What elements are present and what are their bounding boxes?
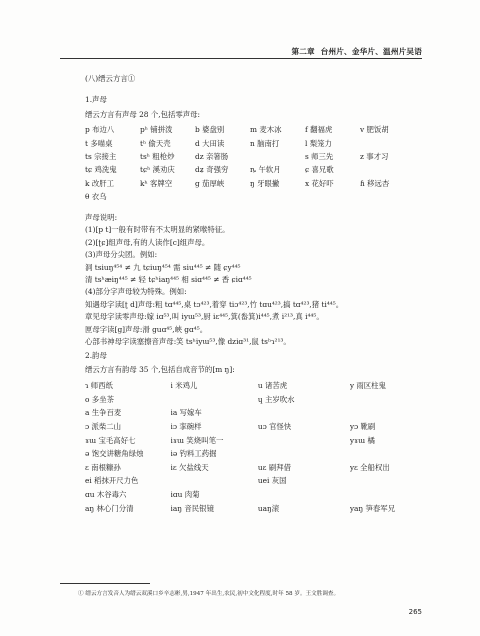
final-cell: yɔ 靴刷 <box>349 422 376 432</box>
finals-row <box>85 406 405 420</box>
initial-cell: θ 衣乌 <box>85 192 107 202</box>
initials-heading: 1.声母 <box>85 95 107 104</box>
initial-cell: kʰ 客牌空 <box>140 178 173 188</box>
final-cell: uaŋ滚 <box>257 503 280 513</box>
initial-cell: b 婆盘别 <box>195 125 225 135</box>
note-line: 声母说明: <box>85 213 118 222</box>
final-cell: ɔ 派柴二山 <box>85 422 122 432</box>
note-line: 知遇母字读[ʈ d]声母:粗 tɑ⁴⁴⁵,桌 tɔ⁴²³,着穿 tiɔ⁴²³,竹 tɑu⁴²³,搞 tɑ⁴²³,猪 ti⁴⁴⁵。 <box>85 299 344 309</box>
initial-cell: d 大田读 <box>195 138 225 148</box>
initial-cell: tɕʰ 溪劝庆 <box>140 165 175 175</box>
finals-row <box>85 461 405 475</box>
final-cell: y 雨区柱鬼 <box>349 381 386 391</box>
initial-cell: t 多喵桌 <box>85 138 113 148</box>
note-line: 洞 tsiuŋ⁴⁵⁴ ≠ 九 tɕiuŋ⁴⁵⁴ 需 siu⁴⁴⁵ ≠ 随 ɕy⁴⁴⁵ <box>85 262 241 272</box>
initial-cell: z 事才习 <box>360 151 389 161</box>
final-cell: ia 写嫁车 <box>170 408 202 418</box>
initials-row <box>85 163 405 176</box>
footnote: ① 缙云方言发音人为缙云双溪口乡辛志彬,男,1947 年出生,农民,初中文化程度,时年 58 岁。王文胜调查。 <box>78 591 340 597</box>
initial-cell: x 花好吓 <box>305 178 334 188</box>
note-line: (2)[ʈɕ]组声母,有的人读作[c]组声母。 <box>85 237 210 247</box>
final-cell: ɤɯ 宝毛高好七 <box>85 435 136 445</box>
final-cell: uɛ 刷拜借 <box>257 462 291 472</box>
final-cell: i 米鸡儿 <box>170 381 198 391</box>
footnote-rule <box>60 583 150 584</box>
note-line: (3)声母分尖团。例如: <box>85 250 158 260</box>
initial-cell: dʑ 奇强穷 <box>195 165 229 175</box>
initials-row <box>85 136 405 149</box>
initials-row <box>85 123 405 136</box>
initial-cell: n 脑南打 <box>250 138 280 148</box>
finals-row <box>85 474 405 488</box>
initial-cell: ɦ 移远杏 <box>360 178 390 188</box>
final-cell: iaŋ 音民银镜 <box>170 503 214 513</box>
initials-row <box>85 150 405 163</box>
final-cell: a 生争百麦 <box>85 408 122 418</box>
finals-row <box>85 420 405 434</box>
finals-heading: 2.韵母 <box>85 351 107 360</box>
finals-row <box>85 433 405 447</box>
note-line: 匣母字读[g]声母:滑 guɑ⁴⁵,峡 gɑ⁴⁵。 <box>85 324 208 334</box>
note-line: 心部书神母字读塞擦音声母:笑 tsʰiyɯ⁵³,像 dziɑ³¹,鼠 tsʰɿ²¹³。 <box>85 337 291 346</box>
final-cell: uei 灰国 <box>257 476 287 486</box>
initials-row <box>85 190 405 203</box>
final-cell: yaŋ 笋春军兄 <box>349 503 396 513</box>
final-cell: ɿ 师西纸 <box>85 381 113 391</box>
running-header <box>288 46 422 57</box>
initial-cell: g 茄厚峡 <box>195 178 225 188</box>
initial-cell: s 师三先 <box>305 151 334 161</box>
final-cell: iɛ 欠盐线天 <box>170 462 209 472</box>
initial-cell: m 麦木冰 <box>250 125 282 135</box>
header-rule <box>60 58 422 59</box>
initial-cell: l 梨笼力 <box>305 138 332 148</box>
finals-table <box>85 379 405 515</box>
final-cell: aŋ 林心门分清 <box>85 503 134 513</box>
final-cell: iɔ 挛碗样 <box>170 422 202 432</box>
initial-cell: k 改肝工 <box>85 178 114 188</box>
final-cell: ei 稻抹开尺力色 <box>85 476 139 486</box>
final-cell: iɑu 肉菊 <box>170 490 200 500</box>
finals-row <box>85 393 405 407</box>
initial-cell: f 翻福虎 <box>305 125 333 135</box>
final-cell: o 多坐茶 <box>85 394 114 404</box>
chapter-label: 第二章 <box>291 47 315 56</box>
finals-row <box>85 379 405 393</box>
finals-row <box>85 501 405 515</box>
initial-cell: ȵ 午软月 <box>250 165 281 175</box>
final-cell: ə 饱交讲糖角绿烛 <box>85 449 144 459</box>
note-line: 章见母字读零声母:嫁 iɑ⁵³,叫 iyɯ⁵³,厨 iɛ⁴⁴⁵,箕(畚箕)i⁴⁴⁵,煮 i²¹³,真 i⁴⁴⁵。 <box>85 312 324 322</box>
chapter-title: 台州片、金华片、温州片吴语 <box>320 47 422 56</box>
final-cell: yɤɯ 橘 <box>349 435 375 445</box>
initial-cell: tsʰ 粗枪炒 <box>140 151 175 161</box>
final-cell: iɤɯ 笑烧叫笔一 <box>170 435 224 445</box>
final-cell: uɔ 官怪快 <box>257 422 292 432</box>
initial-cell: v 肥饭胡 <box>360 125 389 135</box>
initial-cell: ts 宗接主 <box>85 151 117 161</box>
initial-cell: dz 亲箸肠 <box>195 151 229 161</box>
final-cell: yɛ 全船权出 <box>349 462 390 472</box>
note-line: (4)部分字声母较为特殊。例如: <box>85 287 187 297</box>
section-title: (八)缙云方言① <box>85 74 136 83</box>
initials-row <box>85 177 405 190</box>
initial-cell: tɕ 鸡洗鬼 <box>85 165 117 175</box>
finals-row <box>85 447 405 461</box>
finals-row <box>85 488 405 502</box>
initials-table <box>85 123 405 203</box>
page-number: 265 <box>408 608 422 616</box>
initial-cell: ɕ 喜兄歌 <box>305 165 334 175</box>
final-cell: ɛ 南根糠孙 <box>85 462 121 472</box>
final-cell: ɥ 主岁吹水 <box>257 394 295 404</box>
initial-cell: tʰ 偷天壳 <box>140 138 171 148</box>
final-cell: u 诸苦虎 <box>257 381 288 391</box>
note-line: (1)[p t]一般有时带有不太明显的紧喉特征。 <box>85 225 230 235</box>
initial-cell: pʰ 铺拼泼 <box>140 125 173 135</box>
final-cell: iə 钓料工药掘 <box>170 449 217 459</box>
initials-intro: 缙云方言有声母 28 个,包括零声母: <box>85 110 201 119</box>
note-line: 清 tsʰæiŋ⁴⁴⁵ ≠ 轻 tɕʰiaŋ⁴⁴⁵ 相 siɑ⁴⁴⁵ ≠ 香 ɕiɑ⁴⁴⁵ <box>85 275 252 284</box>
finals-intro: 缙云方言有韵母 35 个,包括自成音节的[m ŋ]: <box>85 365 235 374</box>
final-cell: ɑu 木谷毒六 <box>85 490 127 500</box>
initial-cell: ŋ 牙眼撇 <box>250 178 280 188</box>
initial-cell: p 布边八 <box>85 125 115 135</box>
